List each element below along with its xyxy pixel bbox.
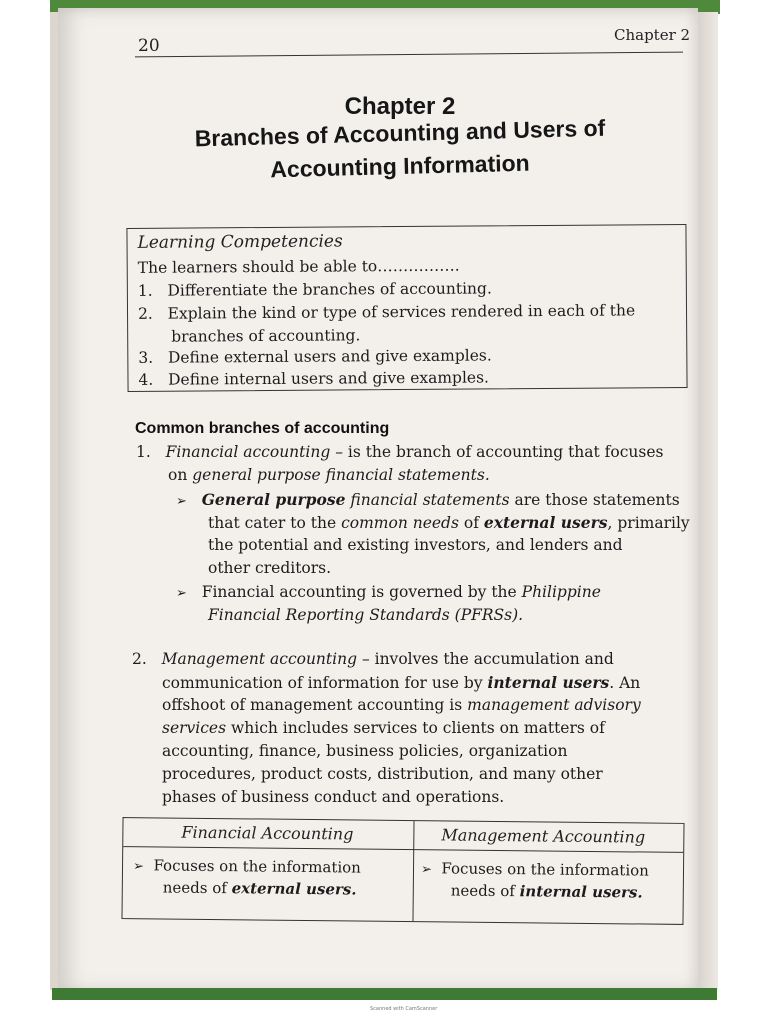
table-cell-management-line1 <box>421 859 649 879</box>
chapter-title-line2: Accounting Information <box>270 149 530 183</box>
text: . An <box>609 674 641 692</box>
page-right-edge <box>698 12 718 990</box>
text: Focuses on the information <box>441 859 649 880</box>
competency-item-4 <box>138 368 489 388</box>
bold-term: internal users <box>487 673 610 692</box>
branch-2-line4 <box>162 719 605 737</box>
competencies-title: Learning Competencies <box>137 231 343 253</box>
text: which includes services to clients on matters of <box>226 719 605 737</box>
table-column-rule <box>412 821 414 921</box>
text: communication of information for use by <box>162 674 488 692</box>
bold-term: external users <box>483 513 608 532</box>
item-number: 4. <box>138 370 154 389</box>
text: needs of <box>162 878 232 898</box>
italic-term: financial statements <box>345 491 510 509</box>
item-text: Define external users and give examples. <box>167 346 492 367</box>
background-strip-bottom <box>52 988 717 1000</box>
table-header-financial: Financial Accounting <box>181 822 354 844</box>
table-cell-financial-line1 <box>133 856 361 876</box>
text: , primarily <box>607 514 690 532</box>
bullet-1-line4: other creditors. <box>208 559 332 577</box>
bullet-1 <box>176 490 680 509</box>
scanner-footer: Scanned with CamScanner <box>370 1006 438 1012</box>
arrowhead-bullet-icon: ➢ <box>132 859 145 875</box>
competency-item-2-cont: branches of accounting. <box>171 326 361 346</box>
table-header-management: Management Accounting <box>441 825 646 847</box>
arrowhead-bullet-icon: ➢ <box>176 494 187 509</box>
item-number: 2. <box>132 650 147 668</box>
competencies-intro: The learners should be able to……………. <box>137 256 460 277</box>
term-financial-accounting: Financial accounting <box>165 443 331 461</box>
branch-2-line6: procedures, product costs, distribution, and many other <box>162 765 603 783</box>
table-header-rule <box>123 846 683 853</box>
text: on <box>168 466 193 484</box>
text: that cater to the <box>208 514 342 532</box>
italic-term: Philippine <box>521 583 601 601</box>
text: needs of <box>450 881 520 901</box>
italic-term: common needs <box>341 514 459 532</box>
text: are those statements <box>509 491 680 509</box>
definition-text: – is the branch of accounting that focuses <box>330 443 664 461</box>
branch-2-line1 <box>132 650 614 668</box>
running-head: Chapter 2 <box>614 26 691 44</box>
branch-2-line2 <box>162 673 640 692</box>
italic-term: management advisory <box>467 696 641 714</box>
item-number: 1. <box>136 443 151 461</box>
bullet-1-line2 <box>208 513 690 532</box>
item-text: Explain the kind or type of services rendered in each of the <box>167 301 636 323</box>
competency-item-1 <box>138 279 492 299</box>
definition-text: – involves the accumulation and <box>357 650 614 668</box>
branch-2-line7: phases of business conduct and operations. <box>162 788 505 806</box>
arrowhead-bullet-icon: ➢ <box>420 862 432 878</box>
branch-2-line5: accounting, finance, business policies, organization <box>162 742 568 760</box>
branch-2-line3 <box>162 696 641 714</box>
bullet-2 <box>176 583 601 601</box>
table-cell-financial-line2 <box>163 878 357 898</box>
section-heading: Common branches of accounting <box>135 420 390 437</box>
chapter-number: Chapter 2 <box>344 93 456 120</box>
text: offshoot of management accounting is <box>162 696 468 714</box>
item-number: 2. <box>137 304 153 323</box>
arrowhead-bullet-icon: ➢ <box>176 586 187 601</box>
competency-item-3 <box>138 346 492 366</box>
chapter-title-line1: Branches of Accounting and Users of <box>194 114 606 152</box>
bullet-1-line3: the potential and existing investors, and lenders and <box>208 536 623 554</box>
text: Financial accounting is governed by the <box>201 583 522 601</box>
item-text: Define internal users and give examples. <box>168 368 490 389</box>
italic-term: services <box>162 719 227 737</box>
bullet-2-line2: Financial Reporting Standards (PFRSs). <box>208 606 524 624</box>
table-cell-management-line2 <box>451 882 643 902</box>
competency-item-2 <box>138 301 635 322</box>
bold-term: internal users. <box>519 882 643 902</box>
comparison-table <box>121 817 684 925</box>
item-text: Differentiate the branches of accounting. <box>167 279 492 300</box>
branch-1-line2 <box>168 466 490 484</box>
item-number: 1. <box>137 281 153 300</box>
item-number: 3. <box>138 348 154 367</box>
term-gp-statements: general purpose financial statements. <box>192 466 490 484</box>
branch-1-line1 <box>136 443 664 461</box>
bold-term: General purpose <box>201 490 346 509</box>
learning-competencies-box <box>126 224 687 392</box>
bold-term: external users. <box>231 879 357 899</box>
text: of <box>458 514 484 532</box>
page-number: 20 <box>138 36 160 56</box>
term-management-accounting: Management accounting <box>161 650 358 668</box>
text: Focuses on the information <box>153 856 362 877</box>
